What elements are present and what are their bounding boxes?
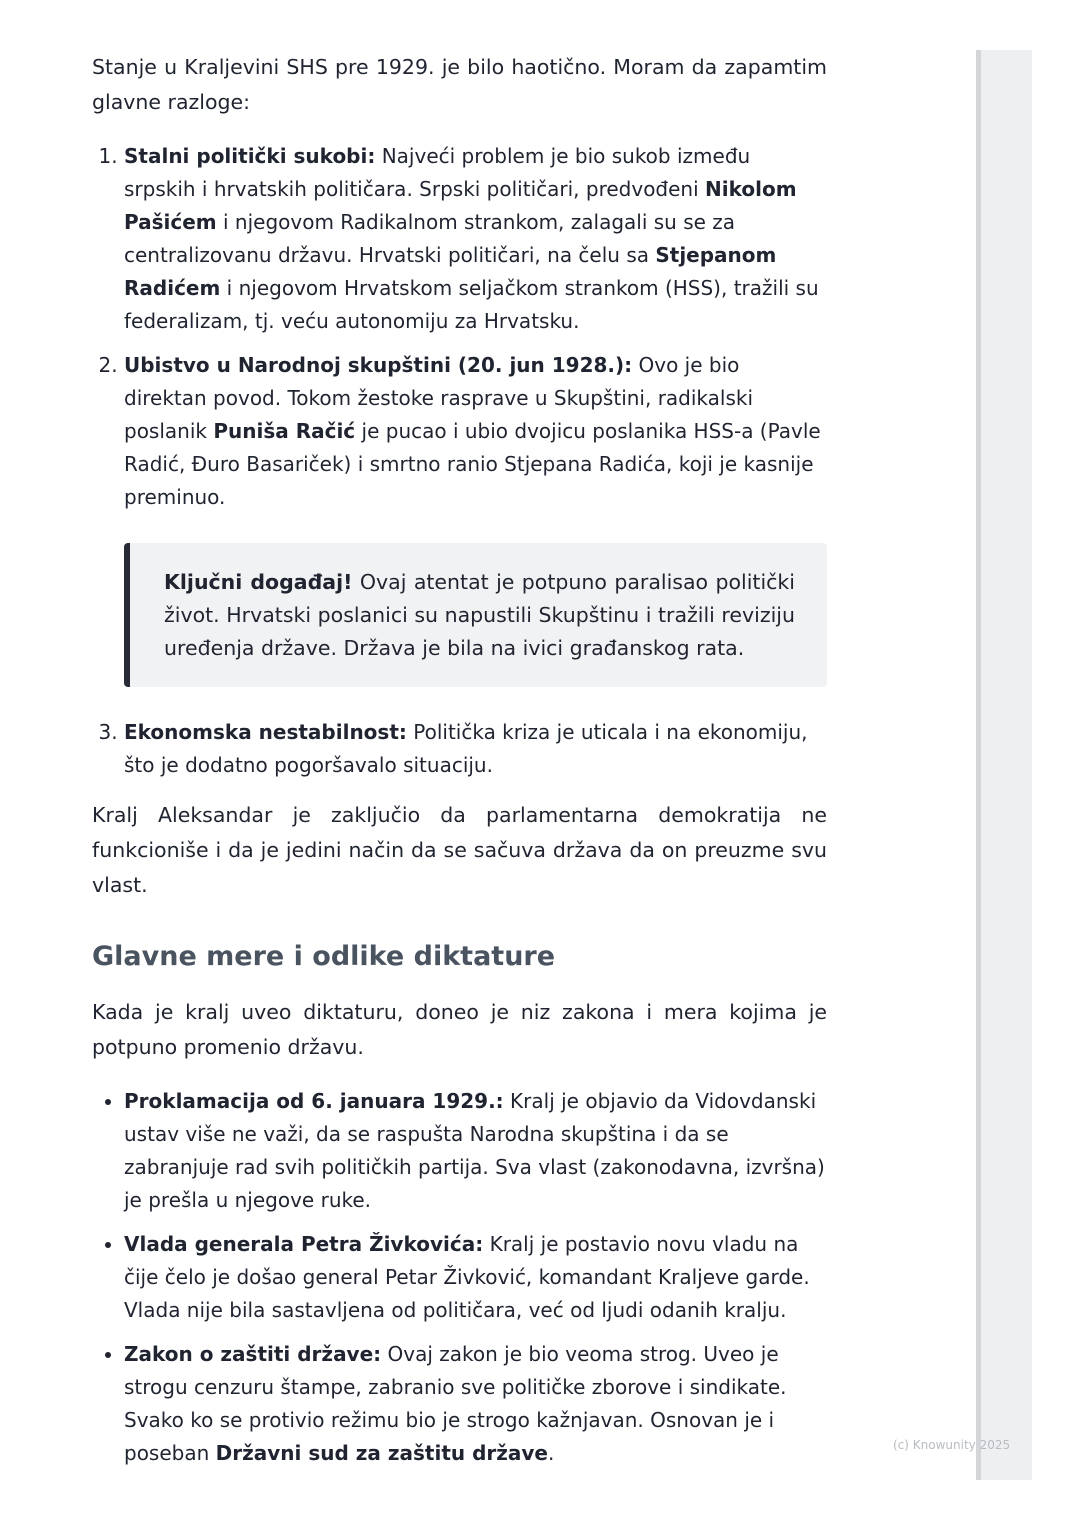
conclusion-paragraph: Kralj Aleksandar je zaključio da parlamentarna demokratija ne funkcioniše i da je jedini način da se sačuva država da on preuzme svu vlast. xyxy=(92,803,827,897)
section-intro-paragraph: Kada je kralj uveo diktaturu, doneo je niz zakona i mera kojima je potpuno promenio državu. xyxy=(92,1000,827,1059)
callout-body: Ovaj atentat je potpuno paralisao politički život. Hrvatski poslanici su napustili Skupštinu i tražili reviziju uređenja države. Država je bila na ivici građanskog rata. xyxy=(164,570,795,660)
list-item xyxy=(124,1228,827,1327)
callout-label: Ključni događaj! xyxy=(164,570,353,594)
item-bold: Puniša Račić xyxy=(213,419,356,443)
list-item xyxy=(124,716,827,782)
item-text: Kralj je postavio novu vladu na čije čelo je došao general Petar Živković, komandant Kraljeve garde. Vlada nije bila sastavljena od političara, već od ljudi odanih kralju. xyxy=(124,1232,810,1322)
item-text: Ovaj zakon je bio veoma strog. Uveo je strogu cenzuru štampe, zabranio sve političke zborove i sindikate. Svako ko se protivio režimu bio je strogo kažnjavan. Osnovan je i poseban xyxy=(124,1342,787,1465)
sidebar-divider xyxy=(976,50,981,1480)
item-label: Proklamacija od 6. januara 1929.: xyxy=(124,1089,504,1113)
right-sidebar-panel xyxy=(976,50,1032,1480)
item-text: Najveći problem je bio sukob između srpskih i hrvatskih političara. Srpski političari, predvođeni xyxy=(124,144,751,201)
list-item xyxy=(124,140,827,338)
key-event-callout xyxy=(124,543,827,687)
item-text: Ovo je bio direktan povod. Tokom žestoke rasprave u Skupštini, radikalski poslanik xyxy=(124,353,754,443)
document-content xyxy=(92,50,827,1481)
item-bold: Nikolom Pašićem xyxy=(124,177,797,234)
measures-list xyxy=(92,1085,827,1470)
section-heading: Glavne mere i odlike diktature xyxy=(92,941,556,972)
item-bold: Državni sud za zaštitu države xyxy=(215,1441,548,1465)
item-text: i njegovom Radikalnom strankom, zalagali su se za centralizovanu državu. Hrvatski političari, na čelu sa xyxy=(124,210,736,267)
item-text: . xyxy=(548,1441,555,1465)
item-bold: Stjepanom Radićem xyxy=(124,243,777,300)
item-text: Kralj je objavio da Vidovdanski ustav više ne važi, da se raspušta Narodna skupština i da se zabranjuje rad svih političkih partija. Sva vlast (zakonodavna, izvršna) je prešla u njegove ruke. xyxy=(124,1089,825,1212)
list-item xyxy=(124,1338,827,1470)
item-text: i njegovom Hrvatskom seljačkom strankom (HSS), tražili su federalizam, tj. veću autonomiju za Hrvatsku. xyxy=(124,276,819,333)
item-text: je pucao i ubio dvojicu poslanika HSS-a (Pavle Radić, Đuro Basariček) i smrtno ranio Stjepana Radića, koji je kasnije preminuo. xyxy=(124,419,821,509)
item-label: Vlada generala Petra Živkovića: xyxy=(124,1232,484,1256)
item-label: Ekonomska nestabilnost: xyxy=(124,720,407,744)
item-label: Stalni politički sukobi: xyxy=(124,144,376,168)
watermark: (c) Knowunity 2025 xyxy=(893,1438,1011,1452)
list-item xyxy=(124,1085,827,1217)
list-item xyxy=(124,349,827,687)
intro-paragraph: Stanje u Kraljevini SHS pre 1929. je bilo haotično. Moram da zapamtim glavne razloge: xyxy=(92,55,827,114)
reasons-list xyxy=(92,140,827,782)
item-text: Politička kriza je uticala i na ekonomiju, što je dodatno pogoršavalo situaciju. xyxy=(124,720,808,777)
callout-text xyxy=(164,566,795,665)
item-label: Ubistvo u Narodnoj skupštini (20. jun 1928.): xyxy=(124,353,633,377)
item-label: Zakon o zaštiti države: xyxy=(124,1342,382,1366)
